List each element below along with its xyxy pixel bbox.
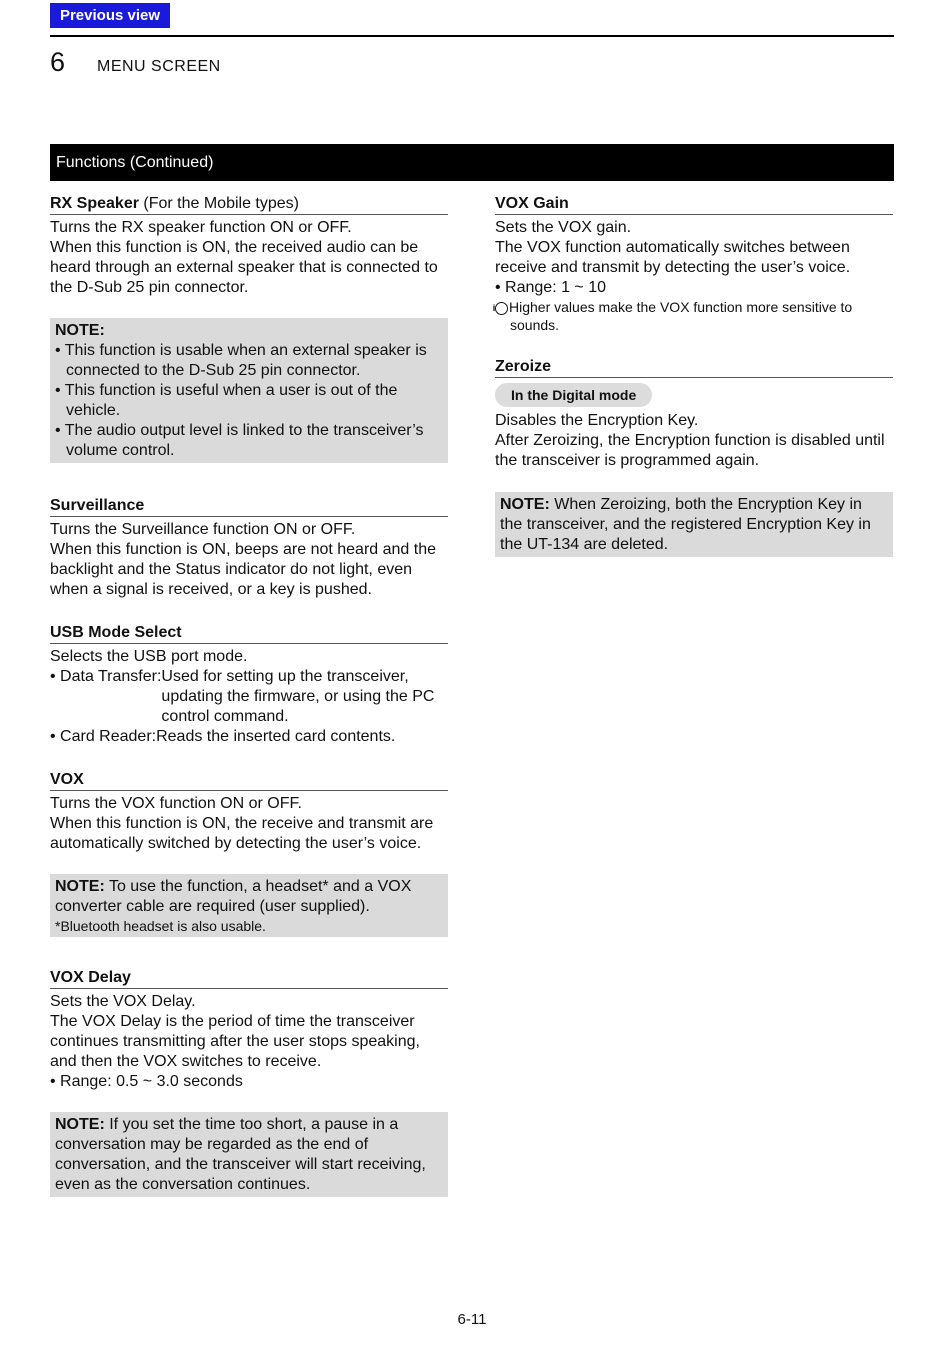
usb-mode-item-key: • Card Reader:	[50, 728, 157, 745]
surveillance-line-2: When this function is ON, beeps are not heard and the backlight and the Status indicator do not light, even when a signal is received, or a key is pushed.	[50, 541, 437, 598]
vox-delay-line-2: The VOX Delay is the period of time the transceiver continues transmitting after the user stops speaking, and then the VOX switches to receive.	[50, 1013, 420, 1070]
zeroize-line-2: After Zeroizing, the Encryption function is disabled until the transceiver is programmed again.	[495, 432, 885, 469]
usb-mode-body	[50, 647, 448, 747]
zeroize-heading: Zeroize	[495, 357, 893, 378]
vox-note-text: To use the function, a headset* and a VOX converter cable are required (user supplied).	[55, 878, 412, 915]
info-icon: i	[495, 302, 508, 315]
chapter-title: MENU SCREEN	[97, 58, 221, 75]
usb-mode-item-desc: Reads the inserted card contents.	[156, 728, 396, 745]
vox-delay-note	[50, 1112, 448, 1197]
vox-note	[50, 874, 448, 937]
header-rule	[50, 35, 894, 37]
usb-mode-item	[50, 667, 448, 727]
vox-gain-info	[492, 298, 893, 334]
usb-mode-section	[50, 623, 448, 747]
note-item: • This function is useful when a user is out of the vehicle.	[55, 382, 398, 419]
note-label: NOTE:	[55, 878, 105, 895]
vox-line-2: When this function is ON, the receive and transmit are automatically switched by detecting the user’s voice.	[50, 815, 434, 852]
vox-note-footnote: *Bluetooth headset is also usable.	[55, 918, 266, 934]
zeroize-section	[495, 357, 893, 557]
note-item: • This function is usable when an external speaker is connected to the D-Sub 25 pin connector.	[55, 342, 427, 379]
vox-gain-section	[492, 194, 893, 334]
vox-delay-heading: VOX Delay	[50, 968, 448, 989]
rx-speaker-heading	[50, 194, 448, 215]
note-item-text: This function is usable when an external speaker is connected to the D-Sub 25 pin connector.	[64, 342, 427, 379]
vox-delay-range: • Range: 0.5 ~ 3.0 seconds	[50, 1073, 243, 1090]
zeroize-body	[495, 411, 893, 471]
note-label: NOTE:	[55, 1116, 105, 1133]
vox-gain-body	[492, 218, 893, 334]
note-item-text: This function is useful when a user is out of the vehicle.	[64, 382, 398, 419]
vox-delay-body	[50, 992, 448, 1092]
vox-gain-info-text: Higher values make the VOX function more sensitive to sounds.	[509, 299, 853, 333]
usb-mode-item	[50, 727, 448, 747]
previous-view-button[interactable]: Previous view	[50, 3, 170, 28]
rx-speaker-title: RX Speaker	[50, 195, 139, 212]
note-item-text: The audio output level is linked to the transceiver’s volume control.	[64, 422, 424, 459]
rx-speaker-line-2: When this function is ON, the received audio can be heard through an external speaker that is connected to the D-Sub 25 pin connector.	[50, 239, 438, 296]
digital-mode-badge: In the Digital mode	[495, 383, 652, 407]
vox-gain-heading: VOX Gain	[495, 194, 893, 215]
rx-speaker-line-1: Turns the RX speaker function ON or OFF.	[50, 219, 352, 236]
note-item: • The audio output level is linked to the transceiver’s volume control.	[55, 422, 424, 459]
vox-gain-range: • Range: 1 ~ 10	[495, 279, 607, 296]
vox-body	[50, 794, 448, 854]
rx-speaker-title-suffix: (For the Mobile types)	[138, 195, 299, 212]
usb-mode-heading: USB Mode Select	[50, 623, 448, 644]
vox-line-1: Turns the VOX function ON or OFF.	[50, 795, 302, 812]
surveillance-line-1: Turns the Surveillance function ON or OFF.	[50, 521, 356, 538]
zeroize-note-text: When Zeroizing, both the Encryption Key in the transceiver, and the registered Encryption Key in the UT-134 are deleted.	[500, 496, 871, 553]
chapter-number: 6	[50, 47, 66, 77]
note-label: NOTE:	[500, 496, 550, 513]
vox-heading: VOX	[50, 770, 448, 791]
section-band: Functions (Continued)	[50, 144, 894, 181]
vox-delay-section	[50, 968, 448, 1197]
left-column	[50, 194, 448, 1197]
usb-mode-item-key: • Data Transfer:	[50, 668, 162, 685]
usb-mode-item-desc: Used for setting up the transceiver, updating the firmware, or using the PC control command.	[161, 668, 435, 725]
note-label: NOTE:	[55, 322, 105, 339]
surveillance-heading: Surveillance	[50, 496, 448, 517]
zeroize-note	[495, 492, 893, 557]
vox-delay-note-text: If you set the time too short, a pause in a conversation may be regarded as the end of conversation, and the transceiver will start receiving, even as the conversation continues.	[55, 1116, 426, 1193]
rx-speaker-section	[50, 194, 448, 463]
vox-delay-line-1: Sets the VOX Delay.	[50, 993, 196, 1010]
right-column	[492, 194, 893, 557]
vox-section	[50, 770, 448, 937]
surveillance-section	[50, 496, 448, 600]
vox-gain-line-1: Sets the VOX gain.	[495, 219, 632, 236]
rx-speaker-body	[50, 218, 448, 298]
rx-speaker-note	[50, 318, 448, 463]
vox-gain-line-2: The VOX function automatically switches between receive and transmit by detecting the user’s voice.	[495, 239, 851, 276]
surveillance-body	[50, 520, 448, 600]
usb-mode-intro: Selects the USB port mode.	[50, 648, 248, 665]
page-number: 6-11	[457, 1311, 487, 1328]
zeroize-line-1: Disables the Encryption Key.	[495, 412, 699, 429]
